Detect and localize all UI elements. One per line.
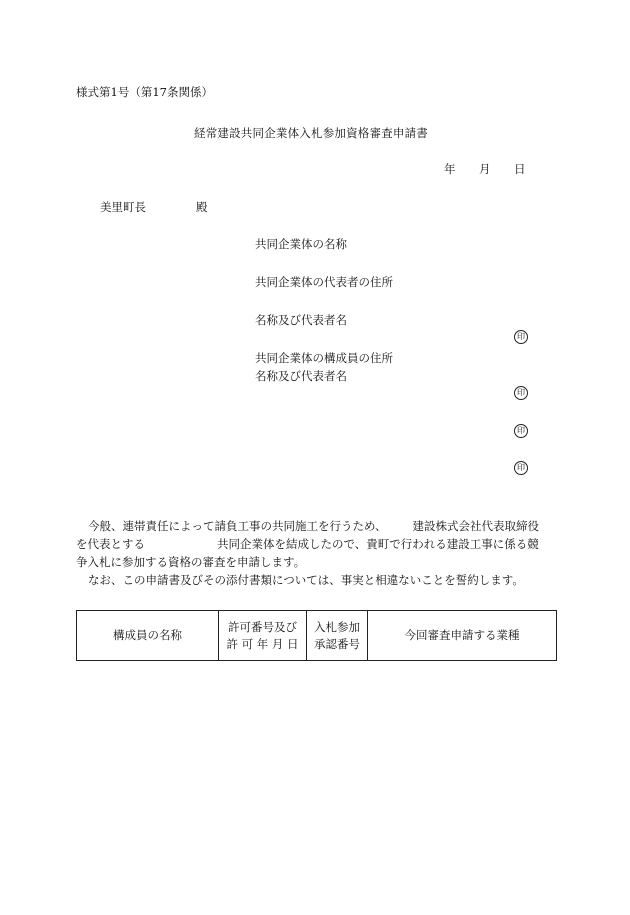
statement-line: 争入札に参加する資格の審査を申請します。 — [76, 555, 306, 569]
seal-mark: 印 — [514, 330, 528, 344]
date-day: 日 — [514, 162, 526, 176]
seal-mark: 印 — [514, 386, 528, 400]
date-month: 月 — [479, 162, 491, 176]
col-member-name: 構成員の名称 — [77, 611, 219, 661]
seal-mark: 印 — [514, 461, 528, 475]
rep-address-label: 共同企業体の代表者の住所 — [255, 275, 393, 289]
jv-name-label: 共同企業体の名称 — [255, 237, 347, 251]
pledge-line: なお、この申請書及びその添付書類については、事実と相違ないことを誓約します。 — [88, 573, 524, 587]
member-table — [76, 610, 557, 661]
rep-name-label: 名称及び代表者名 — [255, 313, 347, 327]
member-address-label: 共同企業体の構成員の住所 — [255, 351, 393, 365]
table-header-row — [77, 611, 557, 661]
addressee-honorific: 殿 — [196, 200, 208, 214]
date-year: 年 — [444, 162, 456, 176]
seal-mark: 印 — [514, 424, 528, 438]
col-permit: 許可番号及び 許 可 年 月 日 — [219, 611, 307, 661]
addressee-name: 美里町長 — [100, 200, 146, 214]
member-name-label: 名称及び代表者名 — [255, 369, 347, 383]
statement-line: 今般、連帯責任によって請負工事の共同施工を行うため、 建設株式会社代表取締役 — [88, 519, 540, 533]
page-title: 経常建設共同企業体入札参加資格審査申請書 — [194, 126, 428, 140]
col-business-type: 今回審査申請する業種 — [368, 611, 557, 661]
statement-line: を代表とする 共同企業体を結成したので、貴町で行われる建設工事に係る競 — [76, 537, 539, 551]
application-statement — [76, 517, 556, 589]
form-number: 様式第1号（第17条関係） — [76, 85, 213, 99]
col-approval-number: 入札参加 承認番号 — [307, 611, 368, 661]
